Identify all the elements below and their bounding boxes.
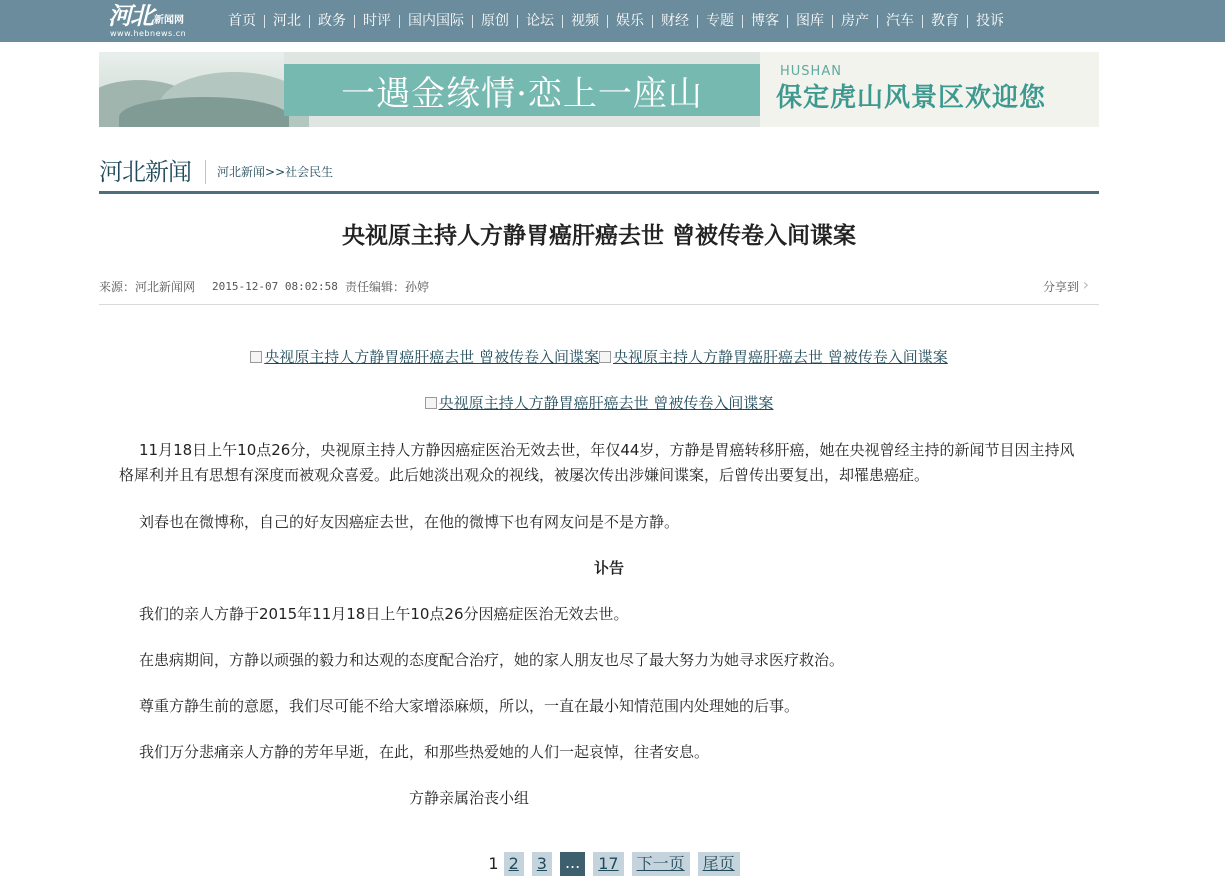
page-end-button[interactable]: 尾页 [698,852,740,876]
article-image-alt: 央视原主持人方静胃癌肝癌去世 曾被传卷入间谍案 [613,348,948,366]
page-link-3[interactable]: 3 [532,852,552,876]
nav-item-finance[interactable]: 财经 [661,13,689,29]
notice-paragraph: 尊重方静生前的意愿，我们尽可能不给大家增添麻烦，所以，一直在最小知情范围内处理她的后事。 [139,697,800,715]
nav-item-auto[interactable]: 汽车 [886,13,914,29]
page-next-button[interactable]: 下一页 [632,852,690,876]
banner-slogan-strip [284,64,760,116]
logo-sub-text: 新闻网 [154,15,184,26]
notice-paragraph: 我们的亲人方静于2015年11月18日上午10点26分因癌症医治无效去世。 [139,605,629,623]
notice-heading: 讣告 [593,559,624,577]
nav-item-government[interactable]: 政务 [318,13,346,29]
breadcrumb [217,165,333,179]
article-image-row [99,393,1099,413]
article-paragraph: 刘春也在微博称，自己的好友因癌症去世，在他的微博下也有网友问是不是方静。 [139,513,680,531]
nav-item-special[interactable]: 专题 [706,13,734,29]
notice-paragraph: 我们万分悲痛亲人方静的芳年早逝，在此，和那些热爱她的人们一起哀悼，往者安息。 [139,743,710,761]
article-paragraph: 11月18日上午10点26分，央视原主持人方静因癌症医治无效去世，年仅44岁，方静是胃癌转移肝癌，她在央视曾经主持的新闻节目因主持风格犀利并且有思想有深度而被观众喜爱。此后她淡出观众的视线，被屡次传出涉嫌间谍案，后曾传出要复出，却罹患癌症。 [119,441,1075,484]
section-divider [205,160,206,184]
top-nav-bar [0,0,1225,42]
nav-item-blog[interactable]: 博客 [751,13,779,29]
banner-mountain-image [99,52,284,127]
nav-item-realestate[interactable]: 房产 [841,13,869,29]
nav-item-world[interactable]: 国内国际 [408,13,464,29]
banner-welcome-text: 保定虎山风景区欢迎您 [776,83,1047,113]
banner-slogan: 一遇金缘情·恋上一座山 [341,73,703,114]
main-nav [220,0,1012,42]
article-editor: 责任编辑：孙婷 [345,280,430,294]
breadcrumb-current-link[interactable]: 社会民生 [285,165,334,179]
page-link-2[interactable]: 2 [504,852,524,876]
article-image-link[interactable] [425,394,774,412]
ad-banner[interactable] [99,52,1099,127]
nav-item-commentary[interactable]: 时评 [363,13,391,29]
nav-item-video[interactable]: 视频 [571,13,599,29]
nav-item-entertainment[interactable]: 娱乐 [616,13,644,29]
logo-main-text: 河北 [108,1,152,30]
logo-url-text: www.hebnews.cn [110,29,187,38]
nav-item-home[interactable]: 首页 [228,13,256,29]
breadcrumb-separator: >> [265,165,286,179]
broken-image-icon [250,351,262,363]
article-meta [99,275,1099,305]
nav-item-education[interactable]: 教育 [931,13,959,29]
article-image-row [99,347,1099,367]
page-ellipsis[interactable]: ... [560,852,585,876]
notice-signature: 方静亲属治丧小组 [409,789,530,807]
page-link-last-number[interactable]: 17 [593,852,623,876]
pagination [0,851,1225,876]
banner-text-panel [760,52,1099,127]
article-image-alt: 央视原主持人方静胃癌肝癌去世 曾被传卷入间谍案 [438,394,774,412]
nav-item-complaint[interactable]: 投诉 [976,13,1004,29]
broken-image-icon [599,351,611,363]
breadcrumb-home-link[interactable]: 河北新闻 [217,165,266,179]
article-image-link[interactable] [250,348,599,366]
article-image-alt: 央视原主持人方静胃癌肝癌去世 曾被传卷入间谍案 [264,348,599,366]
notice-paragraph: 在患病期间，方静以顽强的毅力和达观的态度配合治疗，她的家人朋友也尽了最大努力为她寻求医疗救治。 [139,651,845,669]
share-button[interactable]: 分享到 [1042,280,1079,294]
nav-item-gallery[interactable]: 图库 [796,13,824,29]
share-chevron-icon[interactable]: › [1082,275,1089,294]
site-logo[interactable] [108,2,203,40]
article-source: 来源：河北新闻网 [99,280,196,294]
article-datetime: 2015-12-07 08:02:58 [212,280,338,293]
page-current: 1 [488,853,499,873]
broken-image-icon [425,397,437,409]
nav-item-hebei[interactable]: 河北 [273,13,301,29]
nav-item-forum[interactable]: 论坛 [526,13,554,29]
section-header [99,152,1099,194]
section-title[interactable]: 河北新闻 [99,158,191,186]
banner-english-text: HUSHAN [780,64,842,79]
nav-item-original[interactable]: 原创 [481,13,509,29]
article-image-link[interactable] [599,348,948,366]
article-title: 央视原主持人方静胃癌肝癌去世 曾被传卷入间谍案 [341,223,856,249]
